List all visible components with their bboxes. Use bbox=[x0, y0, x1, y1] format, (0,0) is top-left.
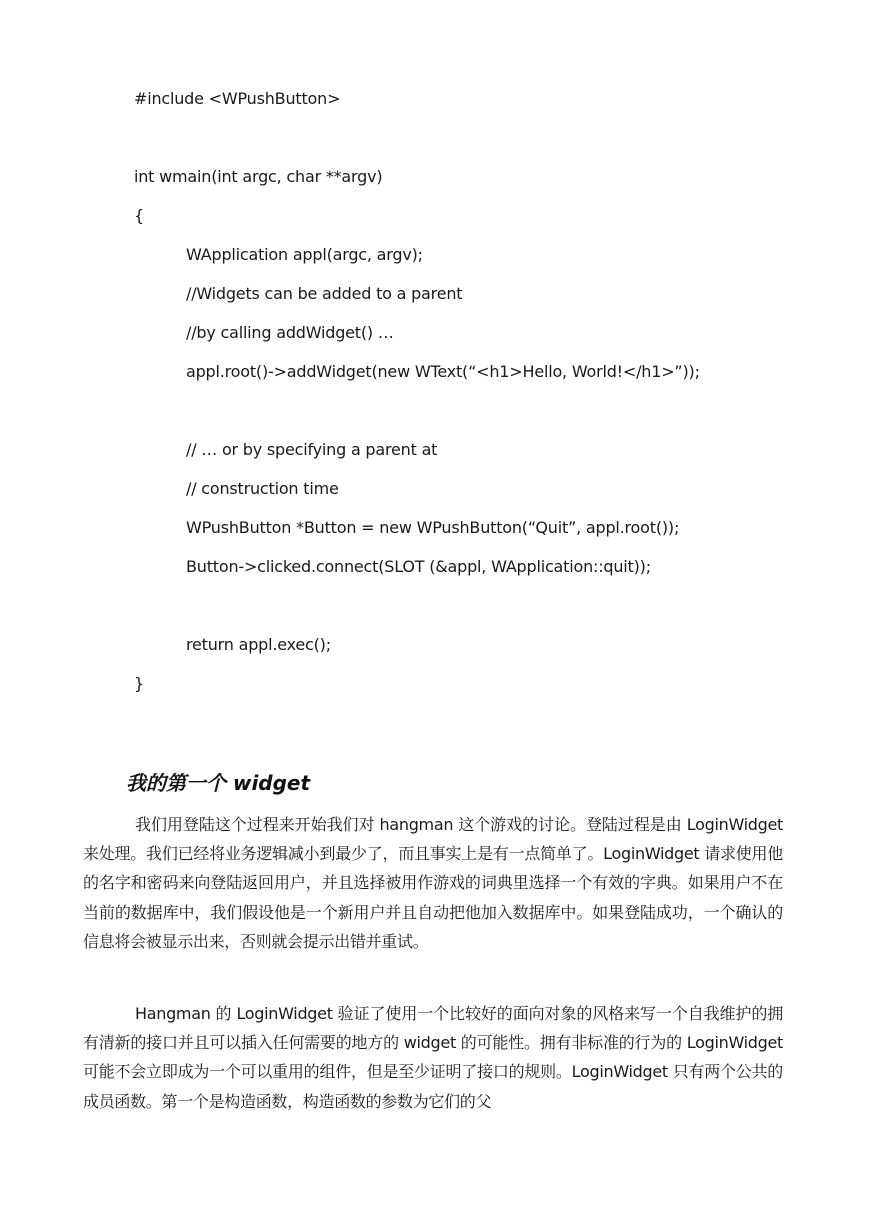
code-line: // … or by specifying a parent at bbox=[186, 440, 438, 459]
body-paragraph: 我们用登陆这个过程来开始我们对 hangman 这个游戏的讨论。登陆过程是由 LoginWidget 来处理。我们已经将业务逻辑减小到最少了，而且事实上是有一点简单了。LoginWidget 请求使用他的名字和密码来向登陆返回用户，并且选择被用作游戏的词典里选择一个有效的字典。如果用户不在当前的数据库中，我们假设他是一个新用户并且自动把他加入数据库中。如果登陆成功，一个确认的信息将会被显示出来，否则就会提示出错并重试。 bbox=[83, 815, 783, 951]
code-line: { bbox=[134, 206, 144, 225]
code-line: Button->clicked.connect(SLOT (&appl, WApplication::quit)); bbox=[186, 557, 651, 576]
code-line: int wmain(int argc, char **argv) bbox=[134, 167, 383, 186]
code-line: appl.root()->addWidget(new WText(“<h1>Hello, World!</h1>”)); bbox=[186, 362, 700, 381]
body-paragraph: Hangman 的 LoginWidget 验证了使用一个比较好的面向对象的风格来写一个自我维护的拥有清新的接口并且可以插入任何需要的地方的 widget 的可能性。拥有非标准的行为的 LoginWidget 可能不会立即成为一个可以重用的组件，但是至少证明了接口的规则。LoginWidget 只有两个公共的成员函数。第一个是构造函数，构造函数的参数为它们的父 bbox=[83, 1004, 783, 1111]
code-line: WPushButton *Button = new WPushButton(“Quit”, appl.root()); bbox=[186, 518, 680, 537]
code-line: return appl.exec(); bbox=[186, 635, 331, 654]
code-line: } bbox=[134, 674, 144, 693]
section-heading: 我的第一个 widget bbox=[126, 771, 311, 795]
code-line: //Widgets can be added to a parent bbox=[186, 284, 463, 303]
code-line: #include <WPushButton> bbox=[134, 89, 341, 108]
code-line: // construction time bbox=[186, 479, 339, 498]
code-line: WApplication appl(argc, argv); bbox=[186, 245, 423, 264]
code-line: //by calling addWidget() … bbox=[186, 323, 394, 342]
